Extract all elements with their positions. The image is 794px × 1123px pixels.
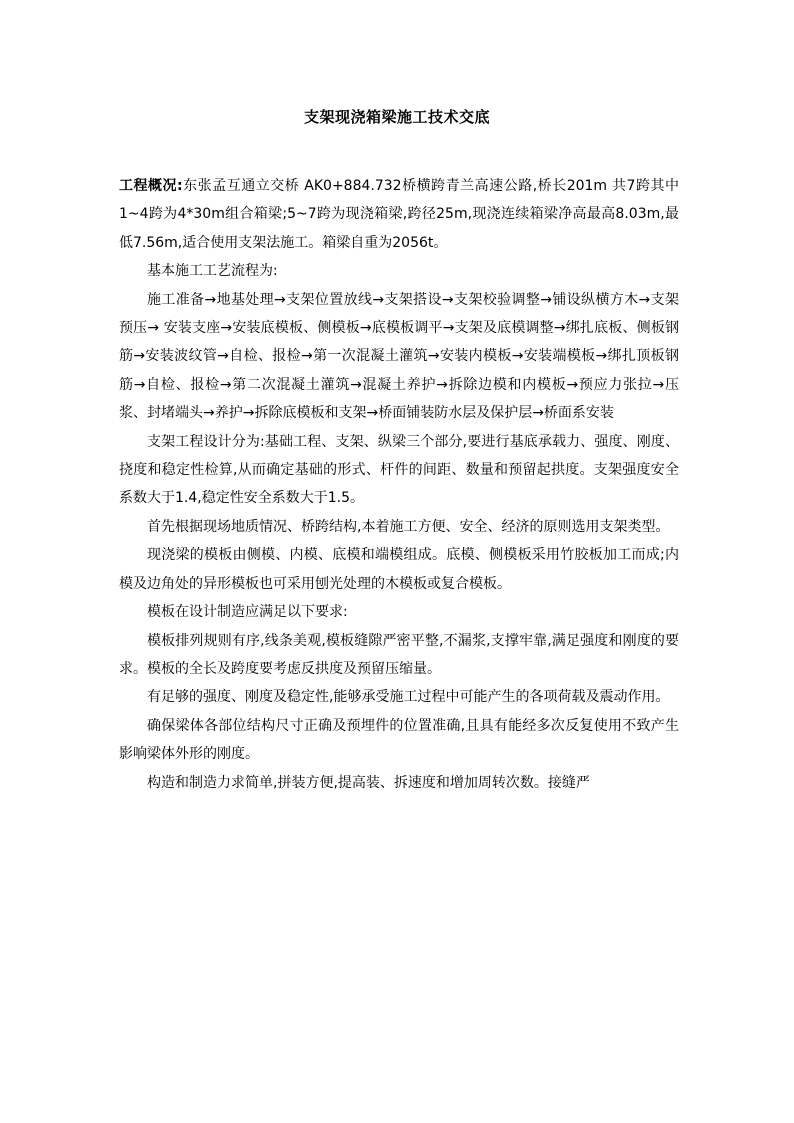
document-title: 支架现浇箱梁施工技术交底 <box>303 108 490 126</box>
paragraph-requirement-1: 模板排列规则有序,线条美观,模板缝隙严密平整,不漏浆,支撑牢靠,满足强度和刚度的要求。模板的全长及跨度要考虑反拱度及预留压缩量。 <box>119 632 679 677</box>
paragraph-formwork-composition: 现浇梁的模板由侧模、内模、底模和端模组成。底模、侧模板采用竹胶板加工而成;内模及边角处的异形模板也可采用刨光处理的木模板或复合模板。 <box>119 547 679 592</box>
paragraph-requirement-4: 构造和制造力求简单,拼装方便,提高装、拆速度和增加周转次数。接缝严 <box>147 774 590 791</box>
paragraph-process-intro: 基本施工工艺流程为: <box>147 263 278 280</box>
document-body <box>119 172 679 797</box>
paragraph-requirement-2: 有足够的强度、刚度及稳定性,能够承受施工过程中可能产生的各项荷载及震动作用。 <box>147 689 670 706</box>
paragraph-formwork-requirements: 模板在设计制造应满足以下要求: <box>147 604 348 621</box>
overview-paragraph <box>119 172 679 257</box>
overview-label: 工程概况: <box>119 178 183 194</box>
paragraph-support-design: 支架工程设计分为:基础工程、支架、纵梁三个部分,要进行基底承载力、强度、刚度、挠度和稳定性检算,从而确定基础的形式、杆件的间距、数量和预留起拱度。支架强度安全系数大于1.4,稳定性安全系数大于1.5。 <box>119 433 679 507</box>
paragraph-process-flow: 施工准备→地基处理→支架位置放线→支架搭设→支架校验调整→铺设纵横方木→支架预压→ 安装支座→安装底模板、侧模板→底模板调平→支架及底模调整→绑扎底板、侧板钢筋→安装波纹管→自检、报检→第一次混凝土灌筑→安装内模板→安装端模板→绑扎顶板钢筋→自检、报检→第二次混凝土灌筑→混凝土养护→拆除边模和内模板→预应力张拉→压浆、封堵端头→养护→拆除底模板和支架→桥面铺装防水层及保护层→桥面系安装 <box>119 291 679 422</box>
paragraph-requirement-3: 确保梁体各部位结构尺寸正确及预埋件的位置准确,且具有能经多次反复使用不致产生影响梁体外形的刚度。 <box>119 717 679 763</box>
paragraph-support-type: 首先根据现场地质情况、桥跨结构,本着施工方便、安全、经济的原则选用支架类型。 <box>147 518 670 535</box>
overview-text: 东张孟互通立交桥 AK0+884.732桥横跨青兰高速公路,桥长201m 共7跨其中1~4跨为4*30m组合箱梁;5~7跨为现浇箱梁,跨径25m,现浇连续箱梁净高最高8.03m,最低7.56m,适合使用支架法施工。箱梁自重为2056t。 <box>119 178 680 251</box>
